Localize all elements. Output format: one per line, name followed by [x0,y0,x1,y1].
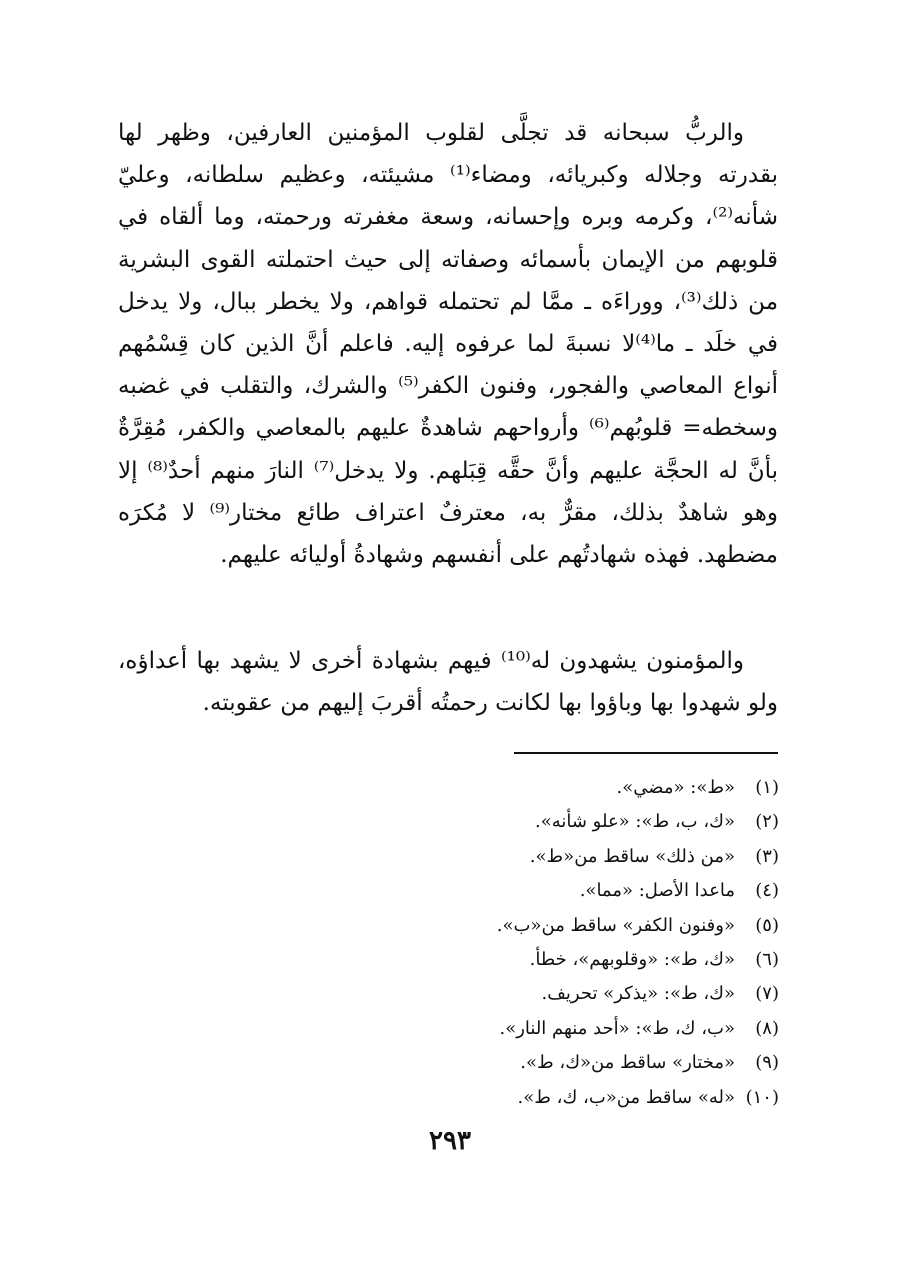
footnote-divider [514,752,778,754]
footnote-text: «وفنون الكفر» ساقط من«ب». [496,914,735,936]
footnote-text: «ط»: «مضي». [616,777,735,798]
footnote-text: «له» ساقط من«ب، ك، ط». [517,1086,735,1108]
footnote-6 [359,943,779,977]
page-number: ٢٩٣ [429,1126,471,1156]
footnotes-list [359,771,779,1115]
footnote-number: (٧) [755,983,779,1005]
footnote-text: «ك، ب، ط»: «علو شأنه». [535,811,735,833]
footnote-number: (٦) [755,948,779,970]
footnote-text: ماعدا الأصل: «مما». [579,880,735,902]
footnote-text: «مختار» ساقط من«ك، ط». [520,1052,735,1074]
footnote-text: «من ذلك» ساقط من«ط». [529,845,735,867]
footnote-number: (٥) [755,914,779,936]
footnote-number: (١٠) [745,1086,779,1108]
footnote-text: «ك، ط»: «وقلوبهم»، خطأ. [529,948,735,970]
footnote-number: (٢) [755,811,779,833]
footnote-number: (٨) [755,1017,779,1039]
footnote-7 [359,977,779,1011]
paragraph-1: والربُّ سبحانه قد تجلَّى لقلوب المؤمنين العارفين، وظهر لها بقدرته وجلاله وكبريائه، ومضاء⁽¹⁾ مشيئته، وعظيم سلطانه، وعليّ شأنه⁽²⁾، وكرمه وبره وإحسانه، وسعة مغفرته ورحمته، وما ألقاه في قلوبهم من الإيمان بأسمائه وصفاته إلى حيث احتملته القوى البشرية من ذلك⁽³⁾، ووراءَه ـ ممَّا لم تحتمله قواهم، ولا يخطر ببال، ولا يدخل في خلَد ـ ما⁽⁴⁾لا نسبةَ لما عرفوه إليه. فاعلم أنَّ الذين كان قِسْمُهم أنواع المعاصي والفجور، وفنون الكفر⁽⁵⁾ والشرك، والتقلب في غضبه وسخطه= قلوبُهم⁽⁶⁾ وأرواحهم شاهدةٌ عليهم بالمعاصي والكفر، مُقِرَّةٌ بأنَّ له الحجَّة عليهم وأنَّ حقَّه قِبَلهم. ولا يدخل⁽⁷⁾ النارَ منهم أحدٌ⁽⁸⁾ إلا وهو شاهدٌ بذلك، مقرٌّ به، معترفٌ اعتراف طائع مختار⁽⁹⁾ لا مُكرَه مضطهد. فهذه شهادتُهم على أنفسهم وشهادةُ أوليائه عليهم. [118,120,779,569]
footnote-2 [359,805,779,839]
footnote-3 [359,840,779,874]
footnote-4 [359,874,779,908]
footnote-number: (٩) [755,1052,779,1074]
footnote-10 [359,1081,779,1115]
footnote-number: (٣) [755,845,779,867]
footnote-5 [359,909,779,943]
footnote-8 [359,1012,779,1046]
footnote-number: (٤) [755,880,779,902]
footnote-number: (١) [755,777,779,798]
footnote-text: «ك، ط»: «يذكر» تحريف. [541,983,735,1005]
paragraph-2: والمؤمنون يشهدون له⁽¹⁰⁾ فيهم بشهادة أخرى لا يشهد بها أعداؤه، ولو شهدوا بها وباؤوا بها لكانت رحمتُه أقربَ إليهم من عقوبته. [118,648,778,717]
footnote-text: «ب، ك، ط»: «أحد منهم النار». [499,1017,735,1039]
footnote-9 [359,1046,779,1080]
footnote-1 [359,771,779,805]
